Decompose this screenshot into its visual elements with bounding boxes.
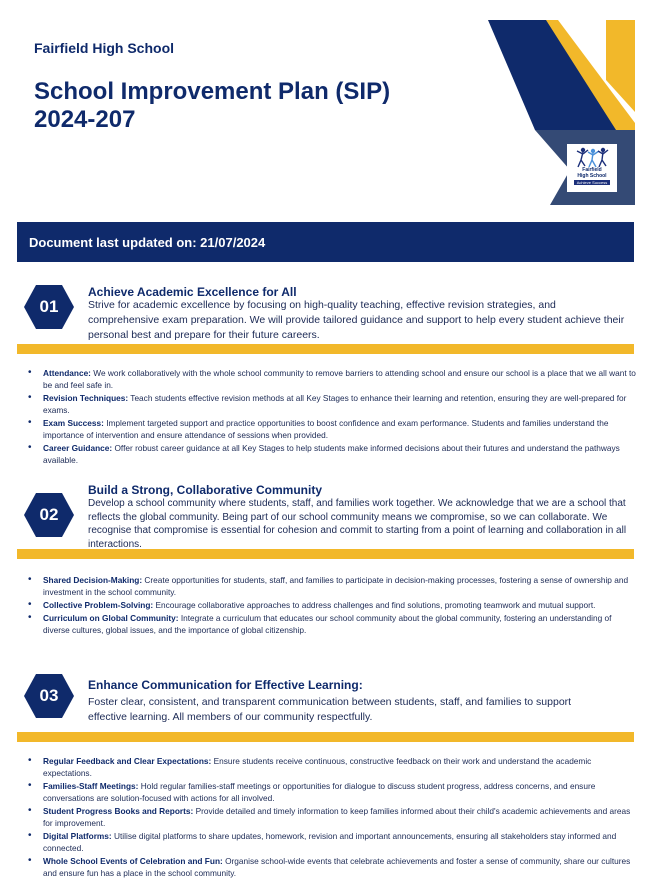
title-line-1: School Improvement Plan (SIP) — [34, 78, 391, 105]
list-item: • Exam Success: Implement targeted support and practice opportunities to boost confidence and exam performance. Students and families understand the importance of intervention and ensure attendance of sessions when provided. — [26, 417, 636, 441]
list-item: • Student Progress Books and Reports: Provide detailed and timely information to keep families informed about their child's academic achievements and areas for improvement. — [26, 805, 636, 829]
list-item: • Revision Techniques: Teach students effective revision methods at all Key Stages to enhance their learning and retention, ensuring they are well-prepared for exams. — [26, 392, 636, 416]
section-3-description: Foster clear, consistent, and transparent communication between students, staff, and families to support effective learning. All members of our community respectfully. — [88, 696, 572, 723]
logo-figures-icon — [573, 146, 611, 168]
section-3-bullet-list — [26, 755, 636, 880]
list-item: • Attendance: We work collaboratively with the whole school community to remove barriers to attending school and ensure our school is a place that we all want to be and feel safe in. — [26, 367, 636, 391]
section-1-number-badge — [24, 285, 74, 329]
logo-name-line-1: Fairfield — [582, 167, 602, 173]
section-2-description: Develop a school community where students, staff, and families work together. We acknowledge that we are a school that reflects the global community. Being part of our school community means we compromise, so we can collaborate. We recognise that compromise is essential for cohesion and commit to starting from a point of learning and collaboration in all interactions. — [88, 498, 627, 550]
list-item: • Digital Platforms: Utilise digital platforms to share updates, homework, revision and important announcements, ensuring all stakeholders stay informed and connected. — [26, 830, 636, 854]
section-2-title: Build a Strong, Collaborative Community — [88, 483, 323, 497]
section-2-number: 02 — [39, 505, 59, 524]
section-2-number-badge — [24, 493, 74, 537]
section-3-divider — [17, 732, 634, 742]
last-updated-bar — [17, 222, 634, 262]
list-item: • Curriculum on Global Community: Integrate a curriculum that educates our school community about the global community, fostering an understanding of diverse cultures, global issues, and the importance of global citizenship. — [26, 612, 636, 636]
logo-tagline: Achieve Success — [574, 180, 610, 185]
section-2-bullet-list — [26, 574, 636, 637]
list-item: • Whole School Events of Celebration and Fun: Organise school-wide events that celebrate achievements and foster a sense of community, share our cultures and ensure fun has a place in the school community. — [26, 855, 636, 879]
section-3-number-badge — [24, 674, 74, 718]
list-item: • Shared Decision-Making: Create opportunities for students, staff, and families to participate in decision-making processes, fostering a sense of ownership and investment in the school community. — [26, 574, 636, 598]
section-3-title: Enhance Communication for Effective Learning: — [88, 678, 363, 692]
section-2-divider — [17, 549, 634, 559]
logo-name-line-2: High School — [577, 172, 607, 179]
section-1-description: Strive for academic excellence by focusing on high-quality teaching, effective revision strategies, and comprehensive exam preparation. We will provide tailored guidance and support to help every student achieve their personal best and prepare for their future careers. — [88, 299, 625, 341]
section-1-bullet-list — [26, 367, 636, 467]
section-1-title: Achieve Academic Excellence for All — [88, 285, 297, 299]
list-item: • Collective Problem-Solving: Encourage collaborative approaches to address challenges and find solutions, promoting teamwork and mutual support. — [26, 599, 636, 611]
section-1-divider — [17, 344, 634, 354]
last-updated-text: Document last updated on: 21/07/2024 — [29, 234, 266, 250]
list-item: • Regular Feedback and Clear Expectations: Ensure students receive continuous, constructive feedback on their work and understand the academic expectations. — [26, 755, 636, 779]
section-3-number: 03 — [39, 686, 59, 705]
school-name: Fairfield High School — [34, 40, 175, 56]
list-item: • Career Guidance: Offer robust career guidance at all Key Stages to help students make informed decisions about their futures and understand the pathways available. — [26, 442, 636, 466]
page-title — [34, 78, 390, 134]
section-1-number: 01 — [39, 297, 59, 316]
school-logo — [567, 144, 617, 192]
list-item: • Families-Staff Meetings: Hold regular families-staff meetings or opportunities for dialogue to discuss student progress, address concerns, and ensure conversations are solution-focused with actions for all involved. — [26, 780, 636, 804]
title-line-2: 2024-207 — [34, 106, 136, 133]
